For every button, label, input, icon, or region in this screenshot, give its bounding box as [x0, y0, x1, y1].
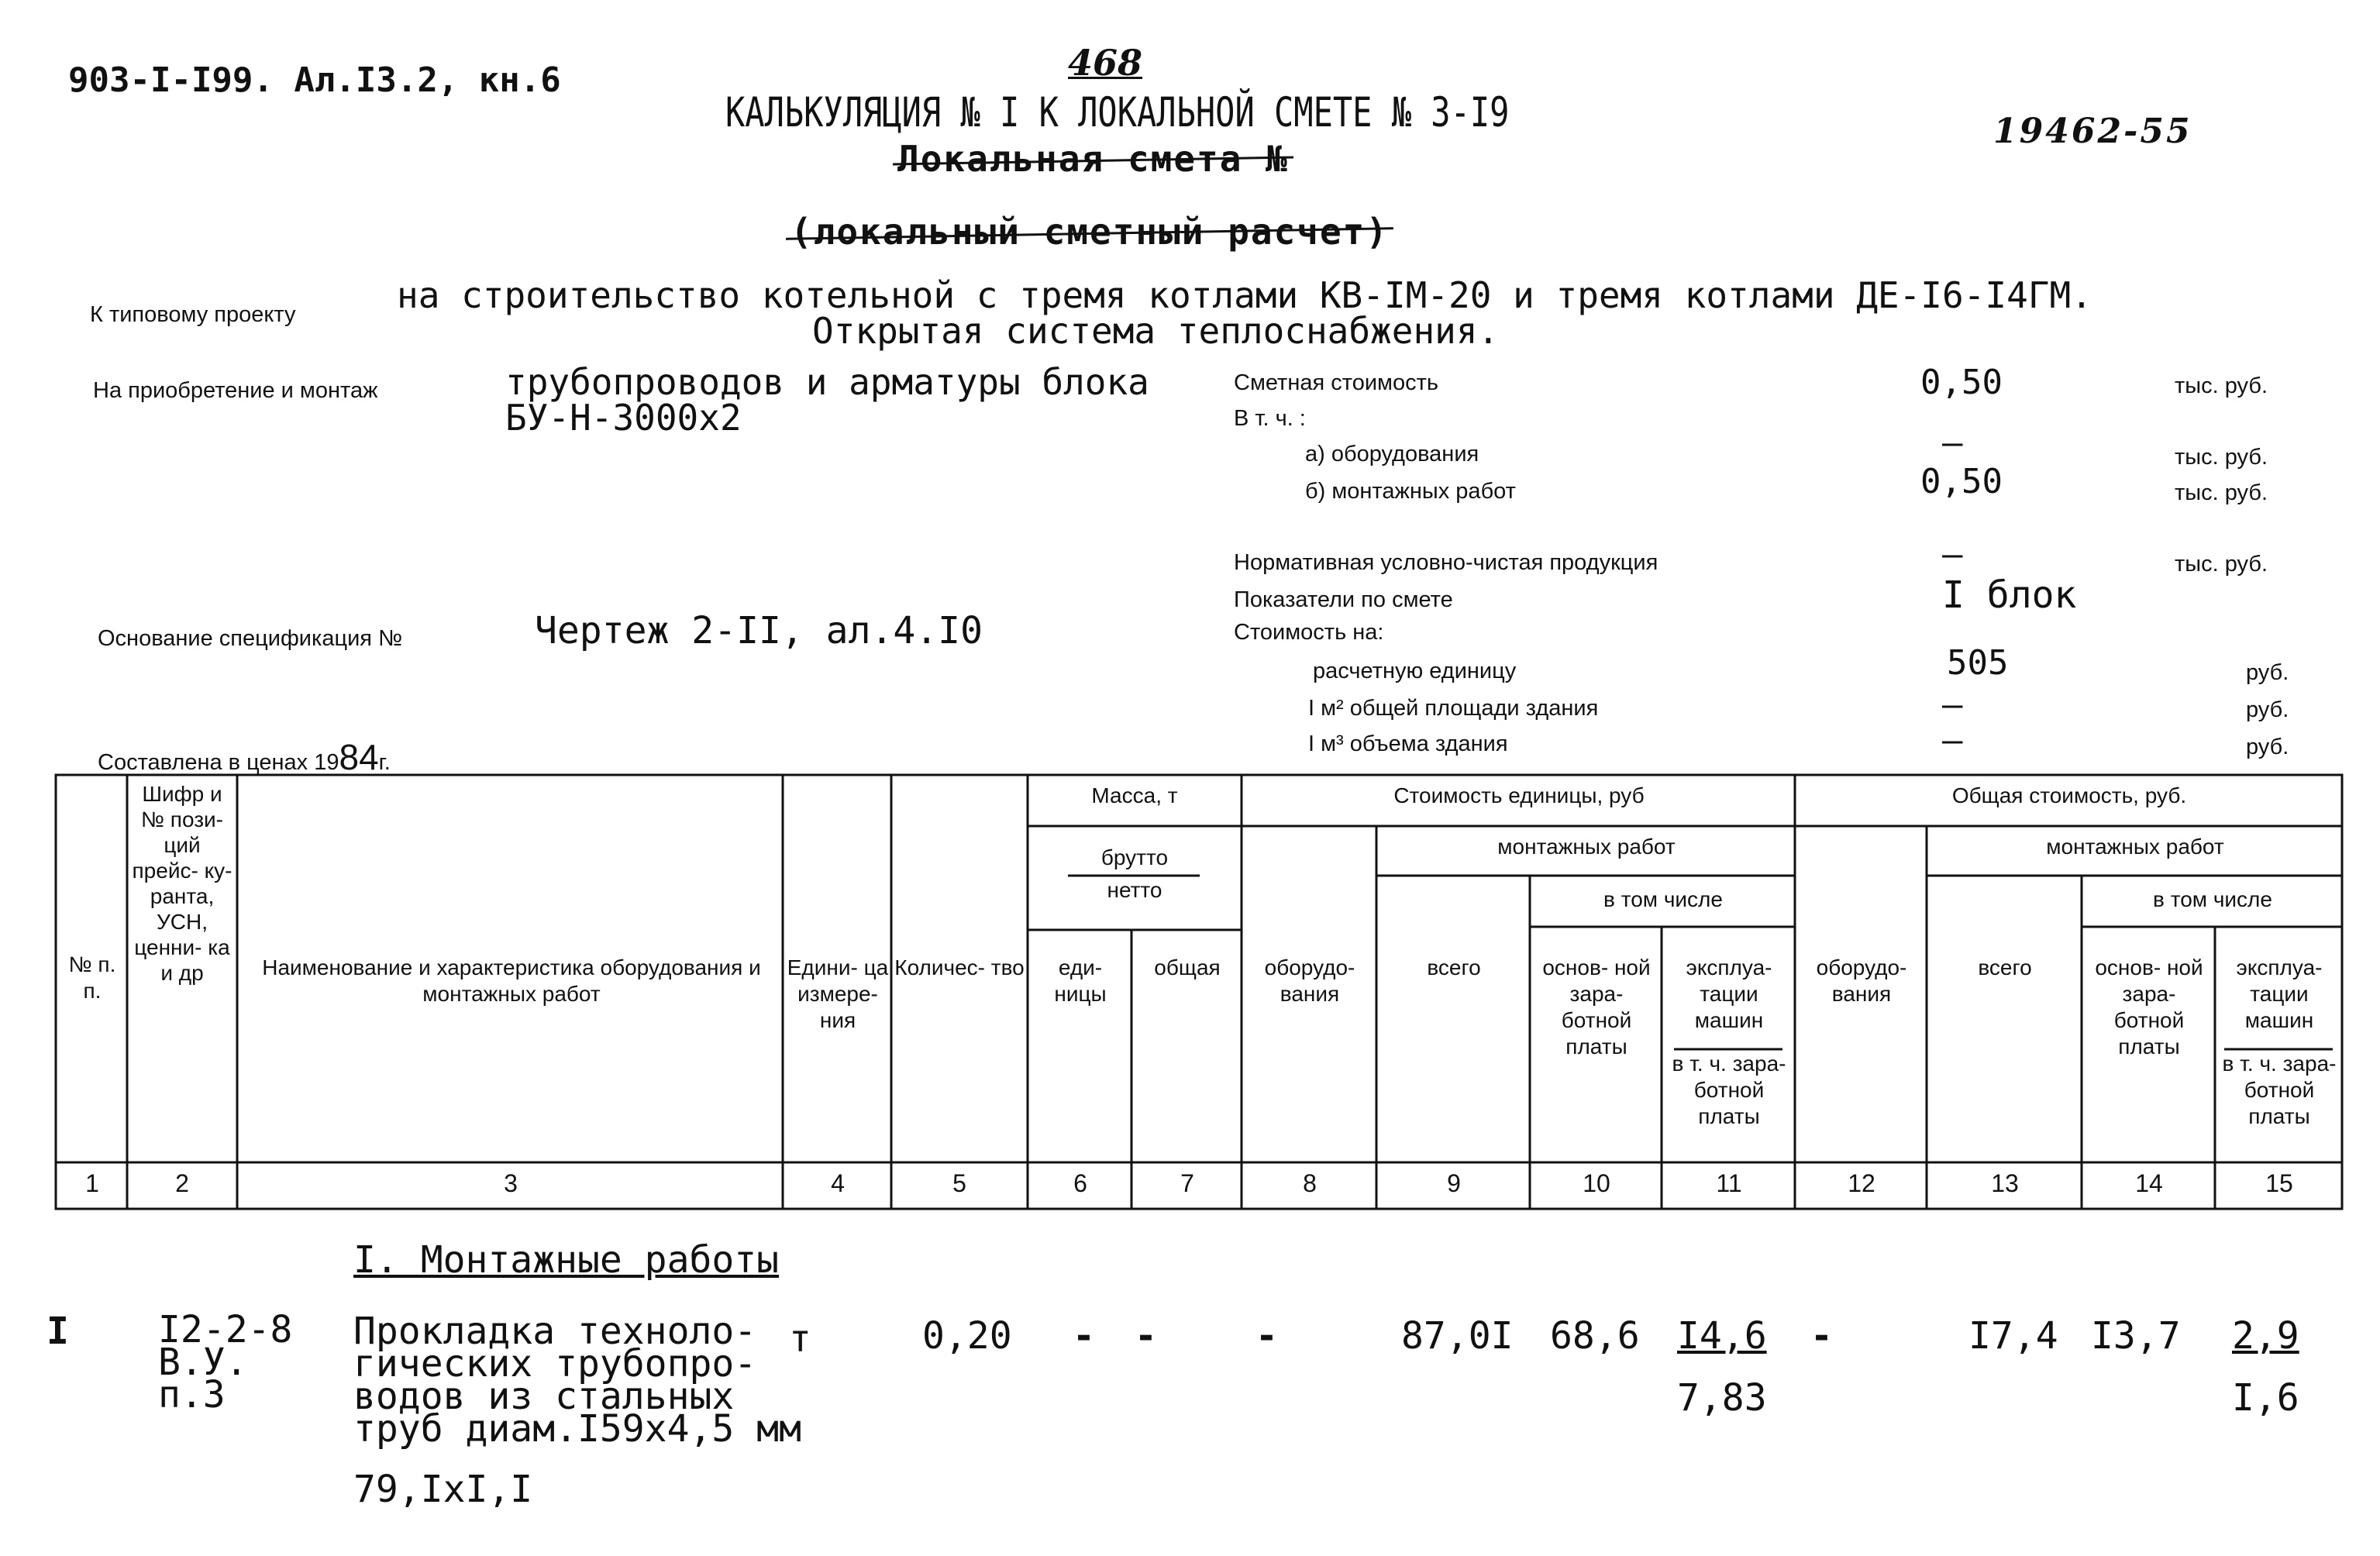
header-total-wages: основ- ной зара- ботной платы: [2095, 955, 2203, 1059]
header-unit-equipment: оборудо- вания: [1264, 955, 1355, 1006]
summary-label-0: Сметная стоимость: [1234, 370, 1438, 395]
header-brutto: брутто: [1100, 845, 1169, 869]
basis-value: Чертеж 2-II, ал.4.I0: [535, 609, 983, 652]
header-total-install: монтажных работ: [2046, 835, 2224, 859]
summary-label-1: В т. ч. :: [1234, 406, 1306, 431]
summary-value-5: I блок: [1942, 573, 2077, 617]
col-number: 8: [1303, 1169, 1317, 1197]
row-unit-all: 87,0I: [1401, 1314, 1514, 1358]
summary-value-3: 0,50: [1920, 462, 2003, 501]
col-number: 14: [2135, 1169, 2163, 1197]
row-name-2: гических трубопро-: [353, 1342, 757, 1386]
row-unit: т: [789, 1317, 811, 1361]
row-unit-wages: 68,6: [1550, 1314, 1640, 1358]
row-mass-total: -: [1135, 1314, 1157, 1358]
summary-label-3: б) монтажных работ: [1305, 479, 1516, 504]
summary-value-4: —: [1942, 535, 1963, 574]
summary-unit-9: руб.: [2246, 735, 2289, 759]
col-number: 5: [952, 1169, 966, 1197]
purpose-label: На приобретение и монтаж: [93, 378, 378, 403]
row-total-all: I7,4: [1968, 1314, 2058, 1358]
col-number: 15: [2265, 1169, 2293, 1197]
row-name-3: водов из стальных: [353, 1375, 735, 1418]
header-total-cost: Общая стоимость, руб.: [1951, 783, 2187, 807]
col-number: 3: [504, 1169, 518, 1197]
row-equipment: -: [1255, 1314, 1278, 1358]
header-total-machines: эксплуа- тации машин: [2236, 955, 2323, 1032]
header-code: Шифр и № пози- ций прейс- ку- ранта, УСН, ценни- ка и др: [132, 782, 232, 985]
header-name: Наименование и характеристика оборудования и монтажных работ: [262, 955, 761, 1006]
col-number: 13: [1991, 1169, 2019, 1197]
col-number: 7: [1180, 1169, 1194, 1197]
basis-label: Основание спецификация №: [98, 626, 403, 651]
row-code-1: I2-2-8: [158, 1308, 293, 1351]
summary-unit-2: тыс. руб.: [2175, 445, 2268, 470]
row-code-3: п.3: [158, 1373, 226, 1417]
summary-label-6: Стоимость на:: [1234, 620, 1384, 645]
header-unit-machines: эксплуа- тации машин: [1686, 955, 1772, 1032]
compiled-suffix: г.: [378, 750, 391, 775]
header-mass-total: общая: [1154, 955, 1221, 979]
summary-unit-4: тыс. руб.: [2175, 552, 2268, 577]
summary-label-4: Нормативная условно-чистая продукция: [1234, 550, 1658, 575]
row-total-equipment: -: [1810, 1314, 1833, 1358]
doc-code: 903-I-I99. Ал.I3.2, кн.6: [68, 60, 561, 100]
row-extra: 79,IхI,I: [353, 1468, 533, 1511]
row-unit-machines-wages: 7,83: [1677, 1376, 1767, 1420]
purpose-line-1: трубопроводов и арматуры блока: [505, 361, 1149, 403]
row-mass-unit: -: [1073, 1314, 1095, 1358]
summary-label-9: I м³ объема здания: [1308, 732, 1508, 756]
compiled-century: 19: [314, 750, 339, 775]
header-unit-install: монтажных работ: [1497, 835, 1676, 859]
header-total-machines-wages: в т. ч. зара- ботной платы: [2222, 1052, 2337, 1128]
header-mass: Масса, т: [1091, 783, 1178, 807]
row-code-2: В.У.: [158, 1341, 248, 1384]
header-total-incl: в том числе: [2153, 887, 2272, 911]
project-label: К типовому проекту: [90, 302, 296, 327]
summary-label-5: Показатели по смете: [1234, 587, 1453, 612]
struck-title-2-text: (локальный сметный расчет): [790, 211, 1390, 253]
row-unit-machines: I4,6: [1677, 1314, 1767, 1358]
header-total-all: всего: [1978, 955, 2032, 979]
summary-value-8: —: [1942, 685, 1963, 725]
row-qty: 0,20: [922, 1314, 1012, 1358]
summary-value-9: —: [1942, 721, 1963, 760]
purpose-line-2: БУ-Н-3000х2: [505, 397, 742, 439]
header-mass-unit: еди- ницы: [1054, 955, 1107, 1006]
col-number: 4: [831, 1169, 845, 1197]
archive-number: 19462-55: [1993, 112, 2192, 151]
summary-label-2: а) оборудования: [1305, 442, 1479, 466]
header-unit: Едини- ца измере- ния: [787, 955, 889, 1032]
summary-value-0: 0,50: [1920, 363, 2003, 402]
row-name-4: труб диам.I59х4,5 мм: [353, 1407, 801, 1451]
col-number: 6: [1073, 1169, 1087, 1197]
summary-label-7: расчетную единицу: [1313, 659, 1517, 683]
header-unit-all: всего: [1427, 955, 1481, 979]
summary-unit-0: тыс. руб.: [2175, 374, 2268, 398]
header-unit-machines-wages: в т. ч. зара- ботной платы: [1672, 1052, 1786, 1128]
row-num: I: [46, 1310, 69, 1353]
header-qty: Количес- тво: [894, 955, 1025, 979]
page-number: 468: [1068, 42, 1143, 84]
col-number: 9: [1447, 1169, 1461, 1197]
summary-unit-3: тыс. руб.: [2175, 480, 2268, 505]
header-unit-wages: основ- ной зара- ботной платы: [1542, 955, 1651, 1059]
row-total-machines-wages: I,6: [2232, 1376, 2299, 1420]
header-num: № п. п.: [68, 952, 116, 1003]
section-title: I. Монтажные работы: [353, 1238, 780, 1282]
summary-unit-8: руб.: [2246, 697, 2289, 722]
col-number: 1: [85, 1169, 99, 1197]
row-total-machines: 2,9: [2232, 1314, 2299, 1358]
col-number: 10: [1583, 1169, 1610, 1197]
col-number: 11: [1716, 1169, 1742, 1197]
summary-label-8: I м² общей площади здания: [1308, 696, 1599, 721]
compiled-year: 84: [339, 737, 379, 777]
struck-title-1-text: Локальная смета №: [897, 138, 1289, 180]
project-line-2: Открытая система теплоснабжения.: [812, 310, 1500, 352]
header-netto: нетто: [1107, 878, 1162, 902]
calc-title: КАЛЬКУЛЯЦИЯ № I К ЛОКАЛЬНОЙ СМЕТЕ № 3-I9: [725, 88, 1510, 136]
compiled-label: Составлена в ценах: [98, 750, 308, 775]
header-unit-cost: Стоимость единицы, руб: [1393, 783, 1645, 807]
header-unit-incl: в том числе: [1603, 887, 1723, 911]
header-total-equipment: оборудо- вания: [1816, 955, 1907, 1006]
project-line-1: на строительство котельной с тремя котлами КВ-IM-20 и тремя котлами ДЕ-I6-I4ГМ.: [397, 274, 2092, 316]
row-name-1: Прокладка техноло-: [353, 1310, 757, 1353]
summary-unit-7: руб.: [2246, 660, 2289, 685]
row-total-wages: I3,7: [2091, 1314, 2181, 1358]
summary-value-2: —: [1942, 423, 1963, 463]
summary-value-7: 505: [1947, 643, 2009, 683]
col-number: 2: [175, 1169, 189, 1197]
col-number: 12: [1848, 1169, 1875, 1197]
